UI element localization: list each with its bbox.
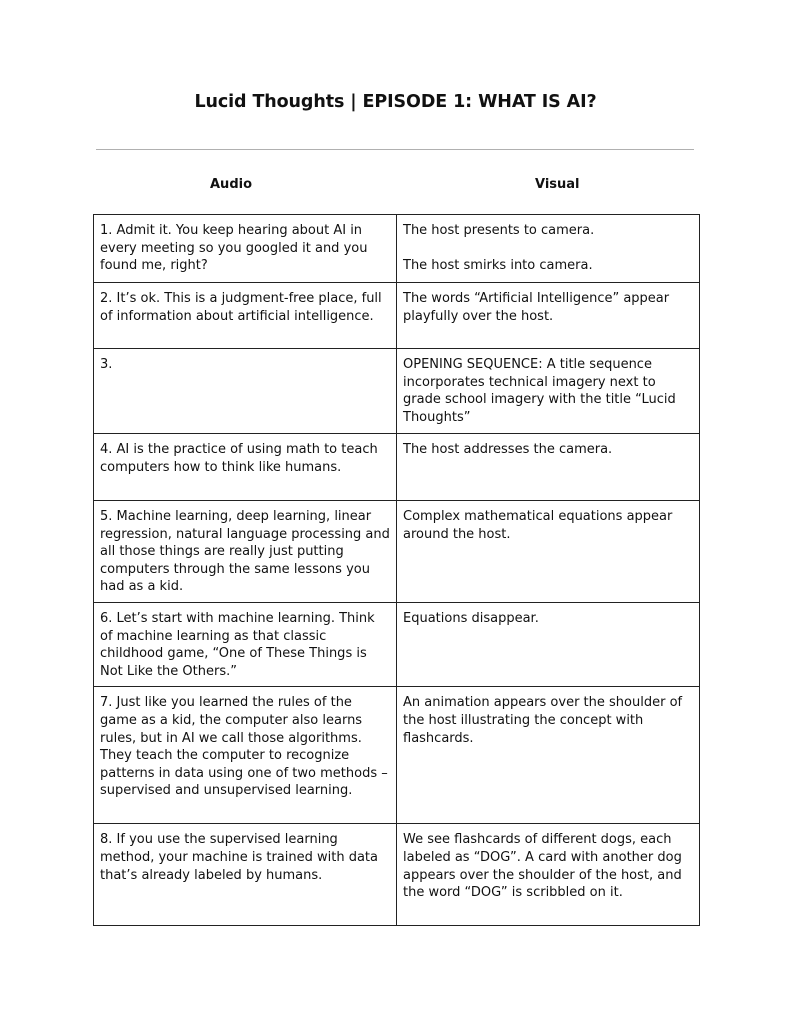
audio-cell: 4. AI is the practice of using math to teach computers how to think like humans. xyxy=(94,434,397,501)
visual-line: The host addresses the camera. xyxy=(403,442,613,457)
visual-cell xyxy=(397,215,700,283)
visual-line: OPENING SEQUENCE: A title sequence incorporates technical imagery next to grade school imagery with the title “Lucid Thoughts” xyxy=(403,357,676,425)
script-table xyxy=(93,214,700,926)
audio-column-header: Audio xyxy=(210,177,253,192)
horizontal-divider xyxy=(96,149,694,150)
audio-cell: 3. xyxy=(94,349,397,434)
audio-cell: 8. If you use the supervised learning method, your machine is trained with data that’s already labeled by humans. xyxy=(94,824,397,926)
table-row xyxy=(94,501,700,603)
visual-cell xyxy=(397,824,700,926)
audio-cell: 7. Just like you learned the rules of the game as a kid, the computer also learns rules, but in AI we call those algorithms. They teach the computer to recognize patterns in data using one of two methods – supervised and unsupervised learning. xyxy=(94,687,397,824)
visual-line: We see flashcards of different dogs, each labeled as “DOG”. A card with another dog appears over the shoulder of the host, and the word “DOG” is scribbled on it. xyxy=(403,832,682,901)
visual-cell xyxy=(397,501,700,603)
visual-line: The words “Artificial Intelligence” appear playfully over the host. xyxy=(403,291,670,324)
visual-cell xyxy=(397,434,700,501)
audio-cell: 1. Admit it. You keep hearing about AI in every meeting so you googled it and you found me, right? xyxy=(94,215,397,283)
audio-cell: 5. Machine learning, deep learning, linear regression, natural language processing and all those things are really just putting computers through the same lessons you had as a kid. xyxy=(94,501,397,603)
visual-cell xyxy=(397,687,700,824)
visual-line: The host smirks into camera. xyxy=(403,258,593,274)
visual-cell xyxy=(397,603,700,687)
audio-cell: 6. Let’s start with machine learning. Think of machine learning as that classic childhood game, “One of These Things is Not Like the Others.” xyxy=(94,603,397,687)
table-row xyxy=(94,215,700,283)
document-title: Lucid Thoughts | EPISODE 1: WHAT IS AI? xyxy=(194,92,597,112)
visual-cell xyxy=(397,283,700,349)
table-row xyxy=(94,603,700,687)
table-row xyxy=(94,434,700,501)
visual-line: An animation appears over the shoulder of the host illustrating the concept with flashcards. xyxy=(403,695,683,746)
visual-line: Complex mathematical equations appear around the host. xyxy=(403,509,673,542)
visual-line: Equations disappear. xyxy=(403,611,539,626)
table-row xyxy=(94,283,700,349)
audio-cell: 2. It’s ok. This is a judgment-free place, full of information about artificial intelligence. xyxy=(94,283,397,349)
visual-line: The host presents to camera. xyxy=(403,223,595,238)
table-row xyxy=(94,687,700,824)
visual-cell xyxy=(397,349,700,434)
table-row xyxy=(94,824,700,926)
visual-column-header: Visual xyxy=(535,177,580,192)
table-row xyxy=(94,349,700,434)
